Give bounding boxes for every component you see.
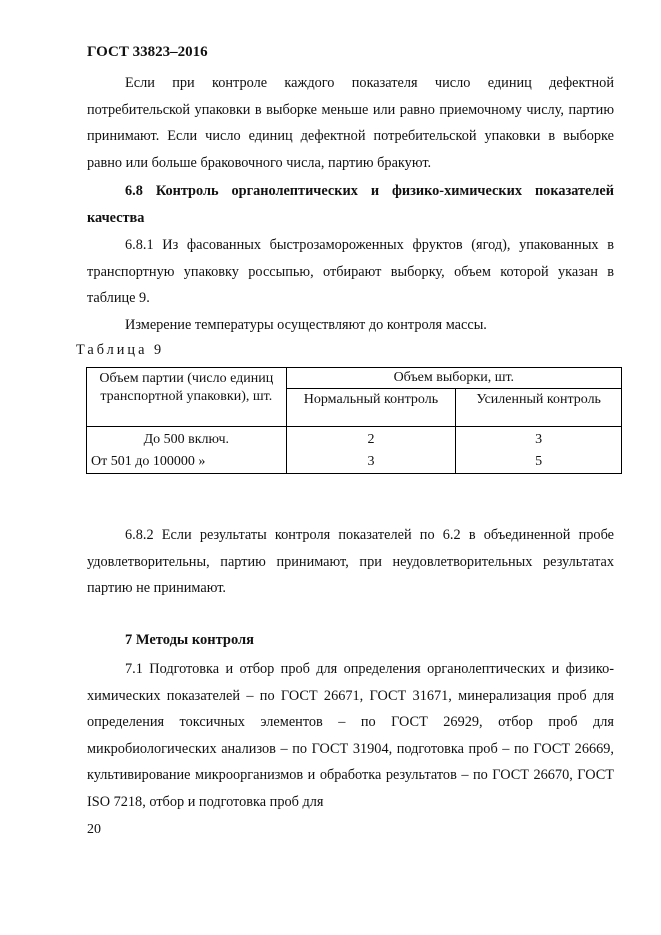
table-row: [87, 451, 622, 474]
col-tightened-header: Усиленный контроль: [456, 389, 622, 427]
paragraph-7-1: 7.1 Подготовка и отбор проб для определения органолептических и физико-химических показателей – по ГОСТ 26671, ГОСТ 31671, минерализация проб для определения токсичных элементов – по ГОСТ 26929, отбор проб для микробиологических анализов – по ГОСТ 31904, подготовка проб – по ГОСТ 26669, культивирование микроорганизмов и обработка результатов – по ГОСТ 26670, ГОСТ ISO 7218, отбор и подготовка проб для: [87, 661, 614, 810]
tightened-cell: 3: [456, 427, 622, 452]
page-number: 20: [87, 822, 101, 837]
normal-cell: 2: [286, 427, 456, 452]
normal-cell: 3: [286, 451, 456, 474]
table-row: [87, 427, 622, 452]
paragraph-6-8-2: 6.8.2 Если результаты контроля показателей по 6.2 в объединенной пробе удовлетворительны, партию принимают, при неудовлетворительных результатах партию не принимают.: [87, 527, 614, 596]
lot-cell: От 501 до 100000 »: [87, 451, 287, 474]
table-header-row: [87, 368, 622, 389]
col-sample-size-header: Объем выборки, шт.: [286, 368, 621, 389]
paragraph-temperature: Измерение температуры осуществляют до контроля массы.: [125, 317, 487, 333]
paragraph-6-8-1: 6.8.1 Из фасованных быстрозамороженных фруктов (ягод), упакованных в транспортную упаковку россыпью, отбирают выборку, объем которой указан в таблице 9.: [87, 237, 614, 306]
heading-6-8: 6.8 Контроль органолептических и физико-химических показателей качества: [87, 183, 614, 226]
lot-cell: До 500 включ.: [87, 427, 287, 452]
col-lot-size-header: Объем партии (число единиц транспортной упаковки), шт.: [87, 368, 287, 427]
table-caption: Таблица 9: [76, 342, 165, 358]
document-header: ГОСТ 33823–2016: [87, 44, 208, 60]
table-9: [86, 367, 622, 474]
paragraph-intro: Если при контроле каждого показателя число единиц дефектной потребительской упаковки в выборке меньше или равно приемочному числу, партию принимают. Если число единиц дефектной потребительской упаковки в выборке равно или больше браковочного числа, партию бракуют.: [87, 75, 614, 171]
section-7-heading: 7 Методы контроля: [125, 632, 255, 648]
col-normal-header: Нормальный контроль: [286, 389, 456, 427]
tightened-cell: 5: [456, 451, 622, 474]
